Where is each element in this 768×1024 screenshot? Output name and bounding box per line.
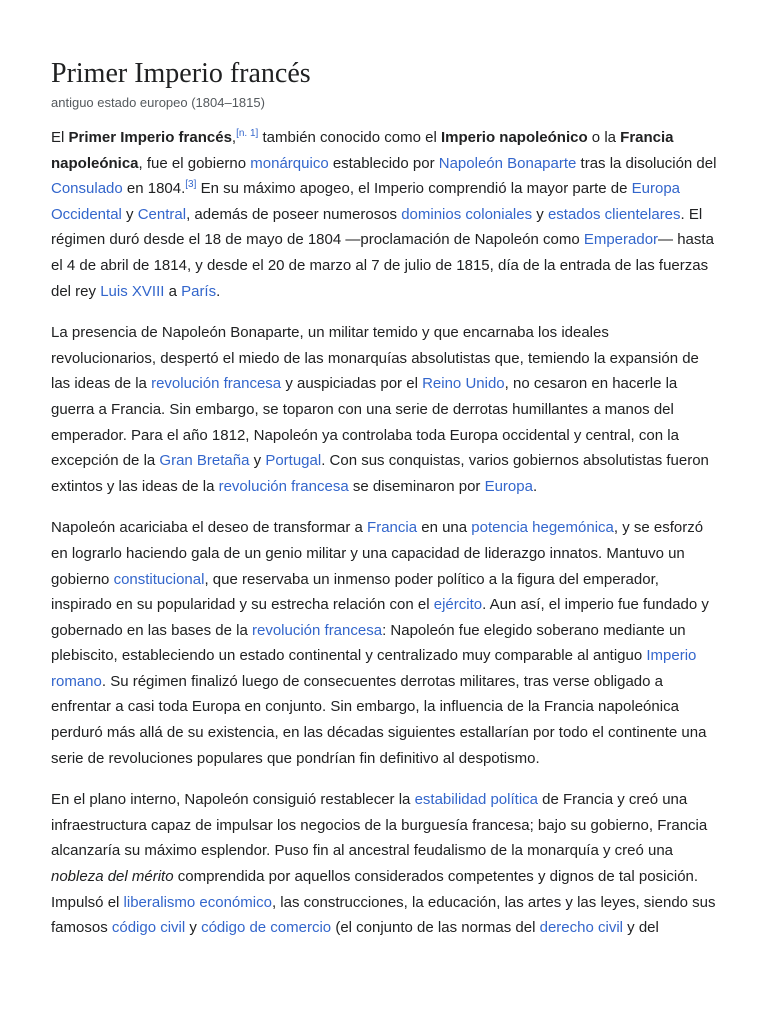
- text: La presencia de Napoleón Bonaparte, un militar temido y que encarnaba los ideales revolucionarios, despertó el miedo de las monarquías absolutistas que, temiendo la expansión de las ideas de la: [51, 324, 699, 393]
- text: se diseminaron por: [348, 477, 485, 495]
- text: , las construcciones, la educación, las artes y las leyes, siendo sus famosos: [51, 893, 716, 937]
- text: establecido por: [328, 154, 439, 172]
- link-dominios-coloniales[interactable]: dominios coloniales: [401, 205, 533, 223]
- link-codigo-de-comercio[interactable]: código de comercio: [201, 919, 332, 937]
- reference-note-1: [236, 128, 258, 139]
- text: tras la disolución del: [576, 154, 717, 172]
- text: (el conjunto de las normas del: [331, 919, 540, 937]
- paragraph-presencia: [51, 320, 717, 499]
- text: En el plano interno, Napoleón consiguió restablecer la: [51, 791, 415, 809]
- link-consulado[interactable]: Consulado: [51, 180, 123, 198]
- text: , que reservaba un inmenso poder político a la figura del emperador, inspirado en su popularidad y su estrecha relación con el: [51, 570, 659, 614]
- link-napoleon-bonaparte[interactable]: Napoleón Bonaparte: [438, 154, 577, 172]
- text: , y se esforzó en lograrlo haciendo gala de un genio militar y una capacidad de liderazgo innatos. Mantuvo un gobierno: [51, 519, 704, 588]
- text: — hasta el 4 de abril de 1814, y desde el 20 de marzo al 7 de julio de 1815, día de la entrada de las fuerzas del rey: [51, 231, 714, 300]
- text: en 1804.: [122, 180, 186, 198]
- link-revolucion-francesa[interactable]: revolución francesa: [251, 621, 383, 639]
- link-gran-bretana[interactable]: Gran Bretaña: [159, 452, 250, 470]
- text: .: [216, 282, 221, 300]
- paragraph-napoleon: [51, 515, 717, 771]
- text: y: [121, 205, 138, 223]
- text: y: [249, 452, 266, 470]
- link-codigo-civil[interactable]: código civil: [111, 919, 186, 937]
- bold-term-primer-imperio: Primer Imperio francés: [68, 129, 232, 146]
- link-luis-xviii[interactable]: Luis XVIII: [100, 282, 165, 300]
- text: En su máximo apogeo, el Imperio comprendió la mayor parte de: [196, 180, 632, 198]
- text: .: [532, 477, 538, 495]
- text: de Francia y creó una infraestructura capaz de impulsar los negocios de la burguesía francesa; bajo su gobierno, Francia alcanzaría su máximo esplendor. Puso fin al ancestral feudalismo de la monarquía y creó una: [51, 791, 708, 860]
- text: y: [185, 919, 202, 937]
- text: . Con sus conquistas, varios gobiernos absolutistas fueron extintos y las ideas de la: [51, 452, 709, 495]
- link-estados-clientelares[interactable]: estados clientelares: [547, 205, 681, 223]
- text: , además de poseer numerosos: [186, 205, 402, 223]
- link-revolucion-francesa[interactable]: revolución francesa: [218, 477, 349, 495]
- text: y del: [622, 919, 659, 937]
- paragraph-intro: [51, 125, 717, 304]
- text: , fue el gobierno: [138, 154, 251, 172]
- text: también conocido como el: [258, 129, 441, 146]
- link-liberalismo-economico[interactable]: liberalismo económico: [123, 893, 272, 911]
- reference-link[interactable]: [3]: [185, 179, 197, 191]
- link-derecho-civil[interactable]: derecho civil: [539, 919, 623, 937]
- text: Napoleón acariciaba el deseo de transformar a: [51, 519, 368, 537]
- page-title: Primer Imperio francés: [51, 58, 311, 89]
- text: El: [51, 129, 69, 146]
- text: . El régimen duró desde el 18 de mayo de 1804 —proclamación de Napoleón como: [51, 205, 703, 249]
- text: : Napoleón fue elegido soberano mediante un plebiscito, estableciendo un estado continental y centralizado muy comparable al antiguo: [51, 621, 686, 665]
- text: y auspiciadas por el: [281, 375, 423, 393]
- reference-3: [185, 179, 196, 190]
- text: comprendida por aquellos considerados competentes y dignos de tal posición. Impulsó el: [51, 868, 699, 911]
- text: . Su régimen finalizó luego de consecuentes derrotas militares, tras verse obligado a enfrentar a casi toda Europa en conjunto. Sin embargo, la influencia de la Francia napoleónica perduró más allá de su existencia, en las décadas siguientes estallarían por todo el continente una serie de revoluciones populares que pondrían fin definitivo al despotismo.: [51, 672, 707, 767]
- paragraph-plano-interno: [51, 787, 717, 941]
- link-ejercito[interactable]: ejército: [433, 596, 483, 614]
- link-francia[interactable]: Francia: [367, 519, 418, 537]
- link-europa[interactable]: Europa: [484, 477, 533, 495]
- link-potencia-hegemonica[interactable]: potencia hegemónica: [471, 519, 614, 537]
- link-revolucion-francesa[interactable]: revolución francesa: [151, 375, 282, 393]
- link-paris[interactable]: París: [181, 282, 217, 300]
- page-subtitle: antiguo estado europeo (1804–1815): [51, 95, 265, 110]
- link-reino-unido[interactable]: Reino Unido: [422, 375, 505, 393]
- link-estabilidad-politica[interactable]: estabilidad política: [414, 791, 538, 809]
- link-central[interactable]: Central: [137, 205, 187, 223]
- link-portugal[interactable]: Portugal: [265, 452, 322, 470]
- text: o la: [587, 129, 621, 146]
- link-emperador[interactable]: Emperador: [583, 231, 659, 249]
- text: a: [164, 282, 182, 300]
- reference-link[interactable]: [n. 1]: [236, 128, 259, 139]
- text: , no cesaron en hacerle la guerra a Francia. Sin embargo, se toparon con una serie de derrotas humillantes a manos del emperador. Para el año 1812, Napoleón ya controlaba toda Europa occidental y central, con la excepción de la: [51, 375, 679, 470]
- bold-term-imperio-napoleonico: Imperio napoleónico: [440, 129, 588, 146]
- text: . Aun así, el imperio fue fundado y gobernado en las bases de la: [51, 596, 709, 639]
- text: y: [532, 205, 548, 223]
- link-constitucional[interactable]: constitucional: [113, 570, 205, 588]
- link-imperio-romano[interactable]: Imperio romano: [51, 647, 697, 690]
- link-monarquico[interactable]: monárquico: [250, 154, 329, 172]
- italic-term-nobleza-del-merito: nobleza del mérito: [51, 868, 174, 886]
- bold-term-francia-napoleonica: Francia napoleónica: [51, 129, 674, 172]
- link-europa-occidental[interactable]: Europa Occidental: [51, 180, 681, 223]
- text: ,: [231, 129, 237, 146]
- text: en una: [417, 519, 472, 537]
